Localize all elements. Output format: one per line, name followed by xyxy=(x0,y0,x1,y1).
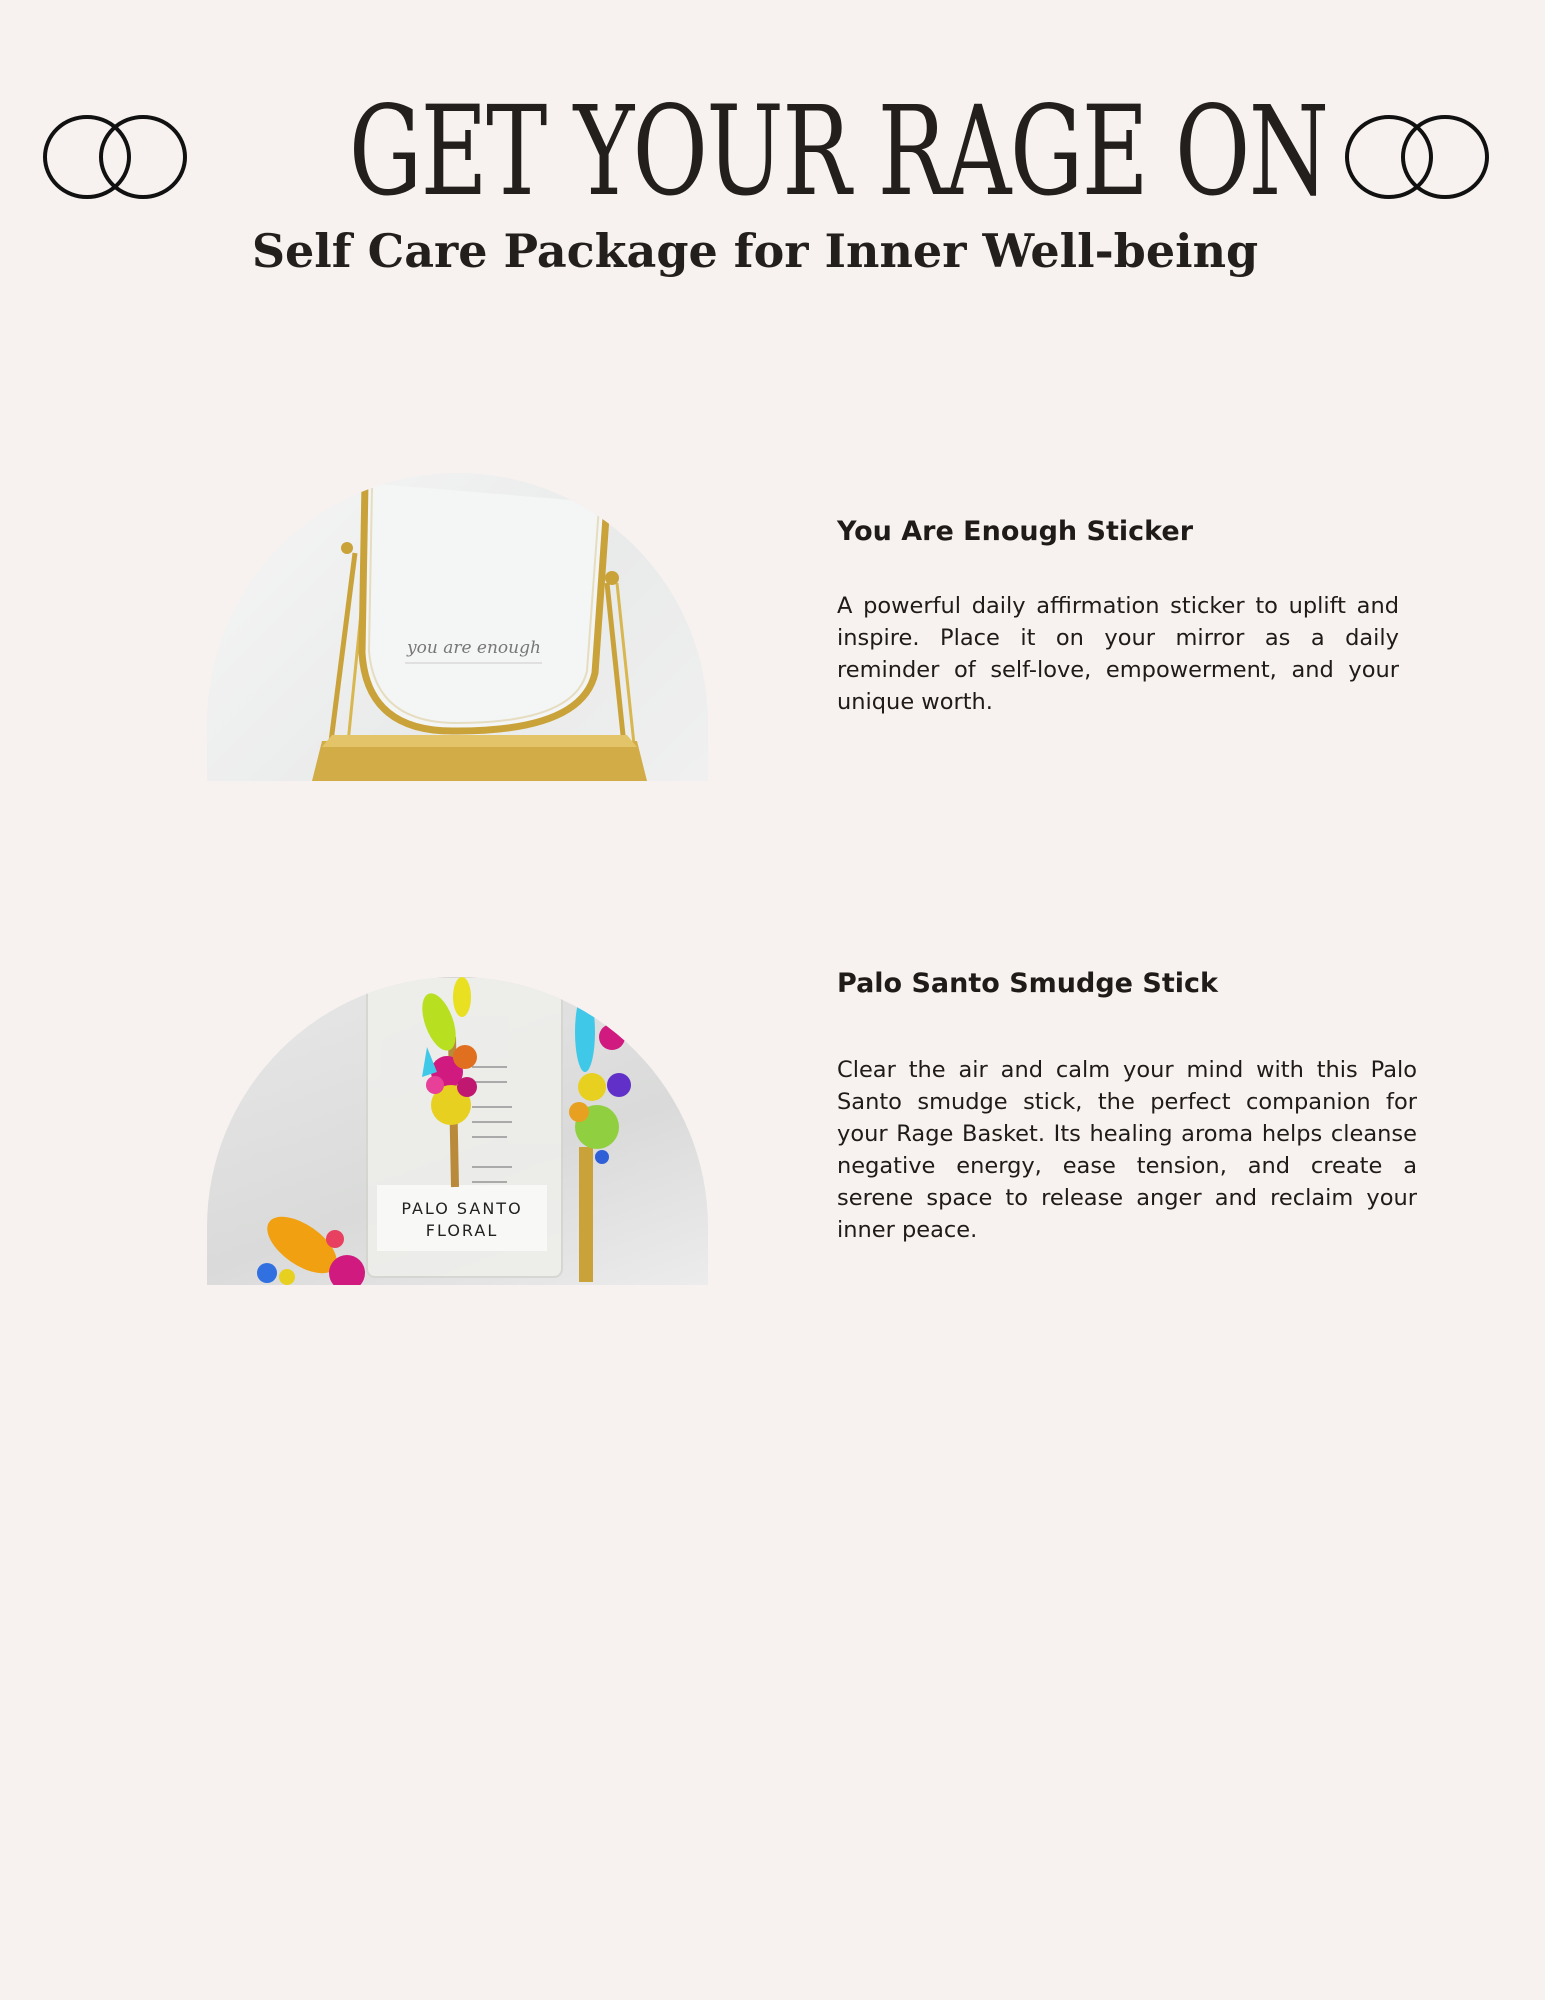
sticker-text: you are enough xyxy=(407,638,541,658)
product-name: Palo Santo Smudge Stick xyxy=(837,968,1218,999)
interlocking-rings-icon xyxy=(40,112,190,202)
palo-santo-image xyxy=(207,977,708,1285)
interlocking-rings-icon xyxy=(1342,112,1492,202)
product-name: You Are Enough Sticker xyxy=(837,516,1194,547)
header xyxy=(0,82,1545,222)
product-description: Clear the air and calm your mind with this Palo Santo smudge stick, the perfect companion for your Rage Basket. Its healing aroma helps cleanse negative energy, ease tension, and create a serene space to release anger and reclaim your inner peace. xyxy=(837,1057,1417,1243)
product-description: A powerful daily affirmation sticker to uplift and inspire. Place it on your mirror as a daily reminder of self-love, empowerment, and your unique worth. xyxy=(837,593,1399,715)
page-title: GET YOUR RAGE ON xyxy=(348,80,1328,224)
page-subtitle: Self Care Package for Inner Well-being xyxy=(251,224,1259,278)
jar-label-line2: FLORAL xyxy=(425,1221,499,1240)
jar-label-line1: PALO SANTO xyxy=(401,1199,523,1218)
mirror-sticker-image xyxy=(207,473,708,781)
